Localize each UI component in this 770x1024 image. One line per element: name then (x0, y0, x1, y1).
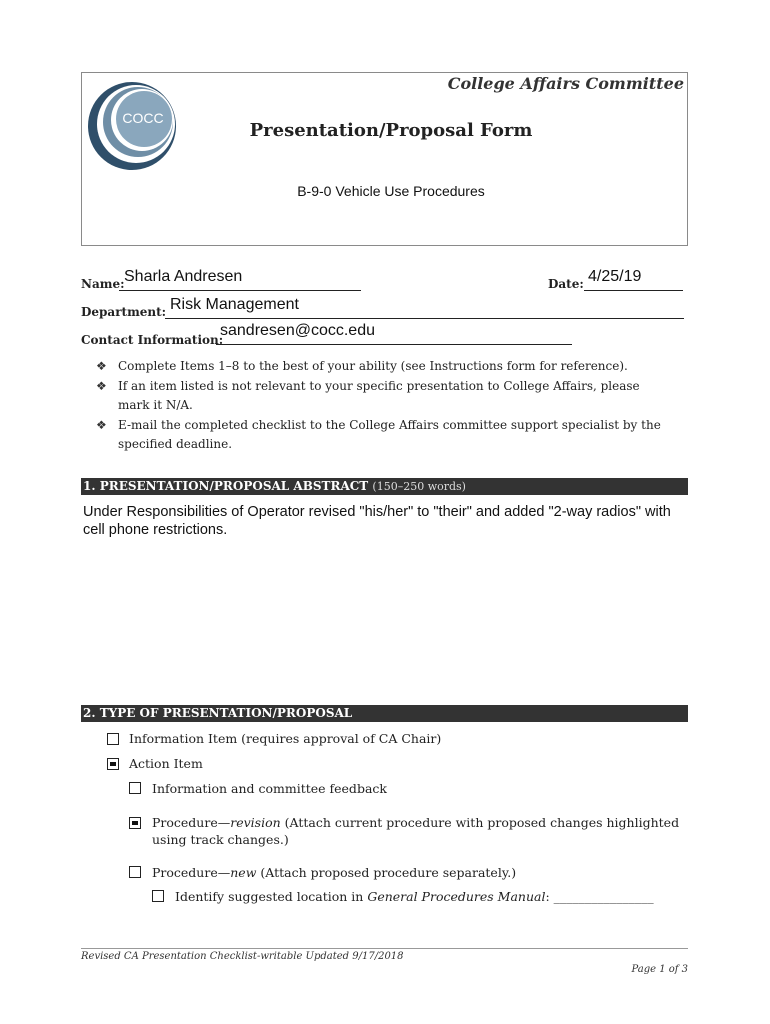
footer-divider (81, 948, 688, 949)
name-underline (119, 290, 361, 291)
form-subtitle: B-9-0 Vehicle Use Procedures (297, 183, 485, 199)
department-underline (165, 318, 684, 319)
identify-location-label: Identify suggested location in General Procedures Manual: ________________ (175, 889, 654, 904)
information-item-checkbox[interactable] (107, 733, 119, 745)
identify-location-checkbox[interactable] (152, 890, 164, 902)
section2-header (81, 705, 688, 722)
abstract-field[interactable]: Under Responsibilities of Operator revised "his/her" to "their" and added "2-way radios" with cell phone restrictions. (83, 504, 671, 538)
diamond-bullet-icon: ❖ (96, 378, 107, 393)
name-field[interactable]: Sharla Andresen (124, 268, 243, 285)
section1-header (81, 478, 688, 495)
diamond-bullet-icon: ❖ (96, 417, 107, 432)
section1-hint: (150–250 words) (372, 480, 466, 493)
instruction-item: ❖ If an item listed is not relevant to your specific presentation to College Affairs, please mark it N/A. (96, 378, 640, 412)
contact-label: Contact Information: (81, 333, 224, 347)
contact-field[interactable]: sandresen@cocc.edu (220, 322, 375, 339)
date-field[interactable]: 4/25/19 (588, 268, 642, 285)
procedure-new-label: Procedure—new (Attach proposed procedure separately.) (152, 865, 517, 880)
info-feedback-label: Information and committee feedback (152, 781, 387, 796)
date-underline (584, 290, 683, 291)
page-title: Presentation/Proposal Form (249, 120, 533, 141)
footer-revision-note: Revised CA Presentation Checklist-writable Updated 9/17/2018 (81, 951, 404, 962)
logo-text: COCC (122, 110, 164, 126)
procedure-revision-label: Procedure—revision (Attach current procedure with proposed changes highlighted using track changes.) (152, 815, 680, 847)
information-item-label: Information Item (requires approval of CA Chair) (129, 731, 442, 746)
department-label: Department: (81, 305, 167, 319)
instructions-list (96, 357, 666, 455)
instruction-item: ❖ E-mail the completed checklist to the College Affairs committee support specialist by the specified deadline. (96, 417, 661, 451)
diamond-bullet-icon: ❖ (96, 359, 107, 373)
info-feedback-checkbox[interactable] (129, 782, 141, 794)
section2-title: 2. TYPE OF PRESENTATION/PROPOSAL (83, 706, 353, 720)
page-number: Page 1 of 3 (631, 964, 688, 975)
department-field[interactable]: Risk Management (170, 296, 299, 313)
contact-underline (216, 344, 572, 345)
committee-title: College Affairs Committee (447, 74, 684, 93)
action-item-checkbox[interactable] (107, 758, 119, 770)
procedure-new-checkbox[interactable] (129, 866, 141, 878)
date-label: Date: (548, 277, 584, 291)
name-label: Name: (81, 277, 125, 291)
action-item-label: Action Item (129, 756, 203, 771)
instruction-item: ❖ Complete Items 1–8 to the best of your ability (see Instructions form for reference). (96, 357, 666, 377)
section1-title: 1. PRESENTATION/PROPOSAL ABSTRACT (83, 479, 369, 493)
procedure-revision-checkbox[interactable] (129, 817, 141, 829)
